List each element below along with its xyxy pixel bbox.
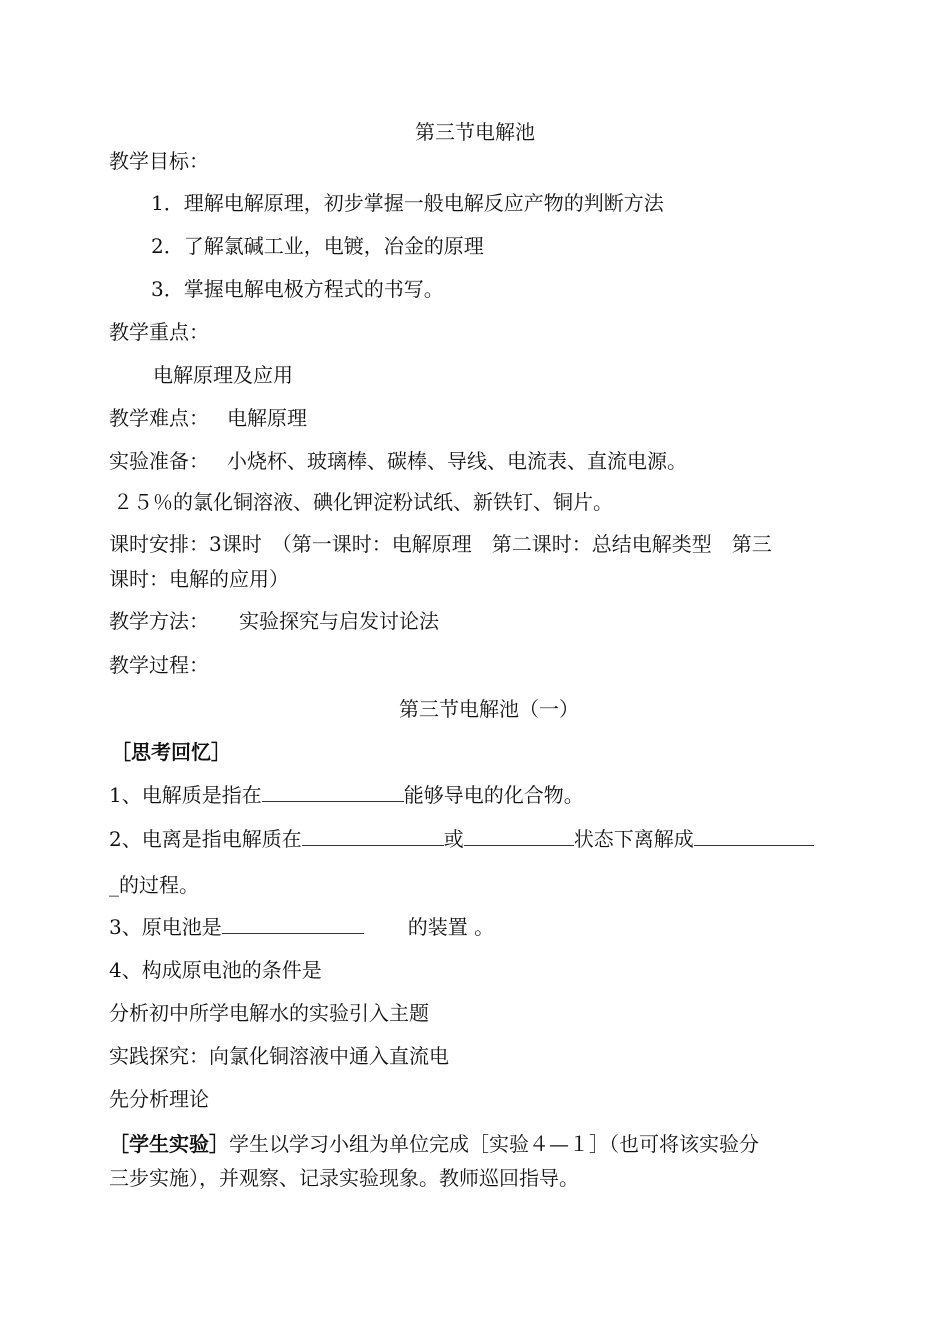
method-content: 实验探究与启发讨论法 — [239, 609, 439, 633]
method-heading: 教学方法： — [109, 609, 209, 633]
q3-text-a: 3、原电池是 — [109, 915, 222, 939]
key-points-heading: 教学重点： — [109, 320, 209, 344]
experiment-label: ［学生实验］ — [109, 1132, 229, 1156]
question-1 — [109, 783, 584, 807]
question-2-cont: _的过程。 — [109, 873, 199, 897]
doc-title: 第三节电解池 — [415, 120, 535, 144]
method-line — [109, 609, 439, 633]
experiment-line2: 三步实施），并观察、记录实验现象。教师巡回指导。 — [109, 1166, 579, 1190]
theory-line: 先分析理论 — [109, 1087, 209, 1111]
materials-line2: ２５％的氯化铜溶液、碘化钾淀粉试纸、新铁钉、铜片。 — [113, 490, 613, 514]
analysis-line: 分析初中所学电解水的实验引入主题 — [109, 1001, 429, 1025]
practice-line: 实践探究：向氯化铜溶液中通入直流电 — [109, 1044, 449, 1068]
question-2 — [109, 827, 814, 851]
objective-1: 1．理解电解原理，初步掌握一般电解反应产物的判断方法 — [151, 191, 664, 215]
question-3 — [109, 915, 494, 939]
q2-blank-3 — [694, 827, 814, 846]
objectives-heading: 教学目标： — [109, 149, 209, 173]
q2-text-a: 2、电离是指电解质在 — [109, 827, 302, 851]
key-points-content: 电解原理及应用 — [153, 363, 293, 387]
difficulty-line — [109, 406, 307, 430]
q3-blank — [222, 915, 364, 934]
experiment-text1: 学生以学习小组为单位完成［实验４—１］（也可将该实验分 — [229, 1132, 759, 1156]
schedule-line2: 课时：电解的应用） — [109, 567, 289, 591]
experiment-line1 — [109, 1132, 759, 1156]
q1-text-a: 1、电解质是指在 — [109, 783, 262, 807]
materials-heading: 实验准备： — [109, 449, 209, 473]
objective-3: 3．掌握电解电极方程式的书写。 — [151, 277, 444, 301]
objective-2: 2．了解氯碱工业，电镀，冶金的原理 — [151, 234, 484, 258]
difficulty-content: 电解原理 — [227, 406, 307, 430]
q1-text-b: 能够导电的化合物。 — [403, 783, 584, 807]
question-4: 4、构成原电池的条件是 — [109, 958, 322, 982]
q2-blank-1 — [302, 827, 444, 846]
schedule-line1: 课时安排：3课时 （第一课时：电解原理 第二课时：总结电解类型 第三 — [109, 532, 772, 556]
materials-line1: 小烧杯、玻璃棒、碳棒、导线、电流表、直流电源。 — [227, 449, 687, 473]
review-heading: ［思考回忆］ — [111, 740, 231, 764]
q1-blank — [262, 783, 404, 802]
process-heading: 教学过程： — [109, 653, 209, 677]
q3-text-b: 的装置 。 — [407, 915, 495, 939]
section-subtitle: 第三节电解池（一） — [399, 697, 579, 721]
difficulty-heading: 教学难点： — [109, 406, 209, 430]
q2-text-c: 状态下离解成 — [573, 827, 694, 851]
q2-blank-2 — [464, 827, 574, 846]
q2-text-b: 或 — [443, 827, 464, 851]
materials-line — [109, 449, 687, 473]
